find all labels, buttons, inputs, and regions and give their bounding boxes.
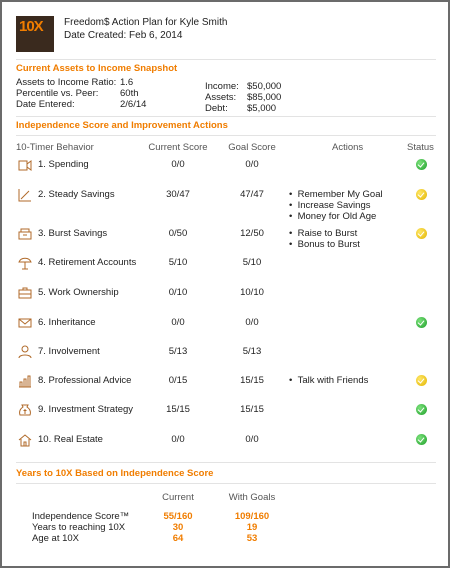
goal-score: 5/13 xyxy=(242,346,262,357)
professional-advice-icon xyxy=(18,374,32,388)
goal-score: 0/0 xyxy=(245,317,259,328)
years-current: 30 xyxy=(172,522,184,533)
years-goals: 19 xyxy=(246,522,258,533)
goal-score: 5/10 xyxy=(242,257,262,268)
snapshot-label: Income: xyxy=(205,81,239,92)
status-warn-icon xyxy=(416,228,427,239)
status-ok-icon xyxy=(416,317,427,328)
spending-icon xyxy=(18,158,32,172)
divider xyxy=(16,116,436,117)
real-estate-icon xyxy=(18,433,32,447)
snapshot-label: Debt: xyxy=(205,103,228,114)
action-item: • Increase Savings xyxy=(289,200,383,211)
col-current: Current Score xyxy=(148,142,208,153)
years-label: Age at 10X xyxy=(32,533,80,544)
col-behavior: 10-Timer Behavior xyxy=(16,142,94,153)
current-score: 0/0 xyxy=(171,159,185,170)
col-years-goals: With Goals xyxy=(228,492,276,503)
behavior-label: 7. Involvement xyxy=(38,346,100,357)
independence-title: Independence Score and Improvement Actions xyxy=(16,120,228,131)
snapshot-value: $50,000 xyxy=(247,81,282,92)
years-title: Years to 10X Based on Independence Score xyxy=(16,468,214,479)
years-label: Independence Score™ xyxy=(32,511,130,522)
current-score: 15/15 xyxy=(166,404,190,415)
divider xyxy=(16,483,436,484)
status-warn-icon xyxy=(416,189,427,200)
tenx-logo xyxy=(16,16,54,52)
inheritance-icon xyxy=(18,316,32,330)
action-item: • Talk with Friends xyxy=(289,375,368,386)
years-label: Years to reaching 10X xyxy=(32,522,126,533)
current-score: 0/50 xyxy=(168,228,188,239)
work-ownership-icon xyxy=(18,286,32,300)
snapshot-value: $5,000 xyxy=(247,103,277,114)
col-status: Status xyxy=(407,142,434,153)
snapshot-label: Assets to Income Ratio: xyxy=(16,77,117,88)
action-item: • Remember My Goal xyxy=(289,189,383,200)
behavior-label: 8. Professional Advice xyxy=(38,375,132,386)
goal-score: 47/47 xyxy=(240,189,264,200)
behavior-label: 4. Retirement Accounts xyxy=(38,257,137,268)
current-score: 30/47 xyxy=(166,189,190,200)
snapshot-label: Assets: xyxy=(205,92,237,103)
col-actions: Actions xyxy=(332,142,364,153)
logo-text: 10X xyxy=(19,18,43,35)
action-item: • Money for Old Age xyxy=(289,211,383,222)
years-goals: 53 xyxy=(246,533,258,544)
behavior-label: 1. Spending xyxy=(38,159,89,170)
behavior-label: 10. Real Estate xyxy=(38,434,103,445)
divider xyxy=(16,59,436,60)
goal-score: 15/15 xyxy=(240,375,264,386)
action-list xyxy=(289,228,360,250)
goal-score: 15/15 xyxy=(240,404,264,415)
steady-savings-icon xyxy=(18,188,32,202)
action-item: • Raise to Burst xyxy=(289,228,360,239)
behavior-label: 2. Steady Savings xyxy=(38,189,115,200)
goal-score: 0/0 xyxy=(245,159,259,170)
col-years-current: Current xyxy=(162,492,194,503)
years-current: 55/160 xyxy=(163,511,193,522)
col-goal: Goal Score xyxy=(228,142,276,153)
snapshot-title: Current Assets to Income Snapshot xyxy=(16,63,178,74)
divider xyxy=(16,135,436,136)
current-score: 0/10 xyxy=(168,287,188,298)
current-score: 0/15 xyxy=(168,375,188,386)
action-item: • Bonus to Burst xyxy=(289,239,360,250)
years-current: 64 xyxy=(172,533,184,544)
involvement-icon xyxy=(18,345,32,359)
snapshot-label: Percentile vs. Peer: xyxy=(16,88,99,99)
status-ok-icon xyxy=(416,159,427,170)
snapshot-value: $85,000 xyxy=(247,92,282,103)
current-score: 5/10 xyxy=(168,257,188,268)
snapshot-label: Date Entered: xyxy=(16,99,75,110)
report-title: Freedom$ Action Plan for Kyle Smith xyxy=(64,17,228,28)
status-ok-icon xyxy=(416,404,427,415)
goal-score: 10/10 xyxy=(240,287,264,298)
burst-savings-icon xyxy=(18,227,32,241)
snapshot-value: 60th xyxy=(120,88,139,99)
behavior-label: 5. Work Ownership xyxy=(38,287,119,298)
behavior-label: 3. Burst Savings xyxy=(38,228,108,239)
goal-score: 12/50 xyxy=(240,228,264,239)
date-created: Date Created: Feb 6, 2014 xyxy=(64,30,183,41)
snapshot-value: 2/6/14 xyxy=(120,99,147,110)
goal-score: 0/0 xyxy=(245,434,259,445)
action-list xyxy=(289,375,368,386)
current-score: 5/13 xyxy=(168,346,188,357)
action-list xyxy=(289,189,383,222)
status-ok-icon xyxy=(416,434,427,445)
divider xyxy=(16,462,436,463)
status-warn-icon xyxy=(416,375,427,386)
current-score: 0/0 xyxy=(171,434,185,445)
snapshot-value: 1.6 xyxy=(120,77,134,88)
behavior-label: 9. Investment Strategy xyxy=(38,404,134,415)
investment-strategy-icon xyxy=(18,403,32,417)
behavior-label: 6. Inheritance xyxy=(38,317,96,328)
current-score: 0/0 xyxy=(171,317,185,328)
retirement-icon xyxy=(18,256,32,270)
years-goals: 109/160 xyxy=(234,511,270,522)
